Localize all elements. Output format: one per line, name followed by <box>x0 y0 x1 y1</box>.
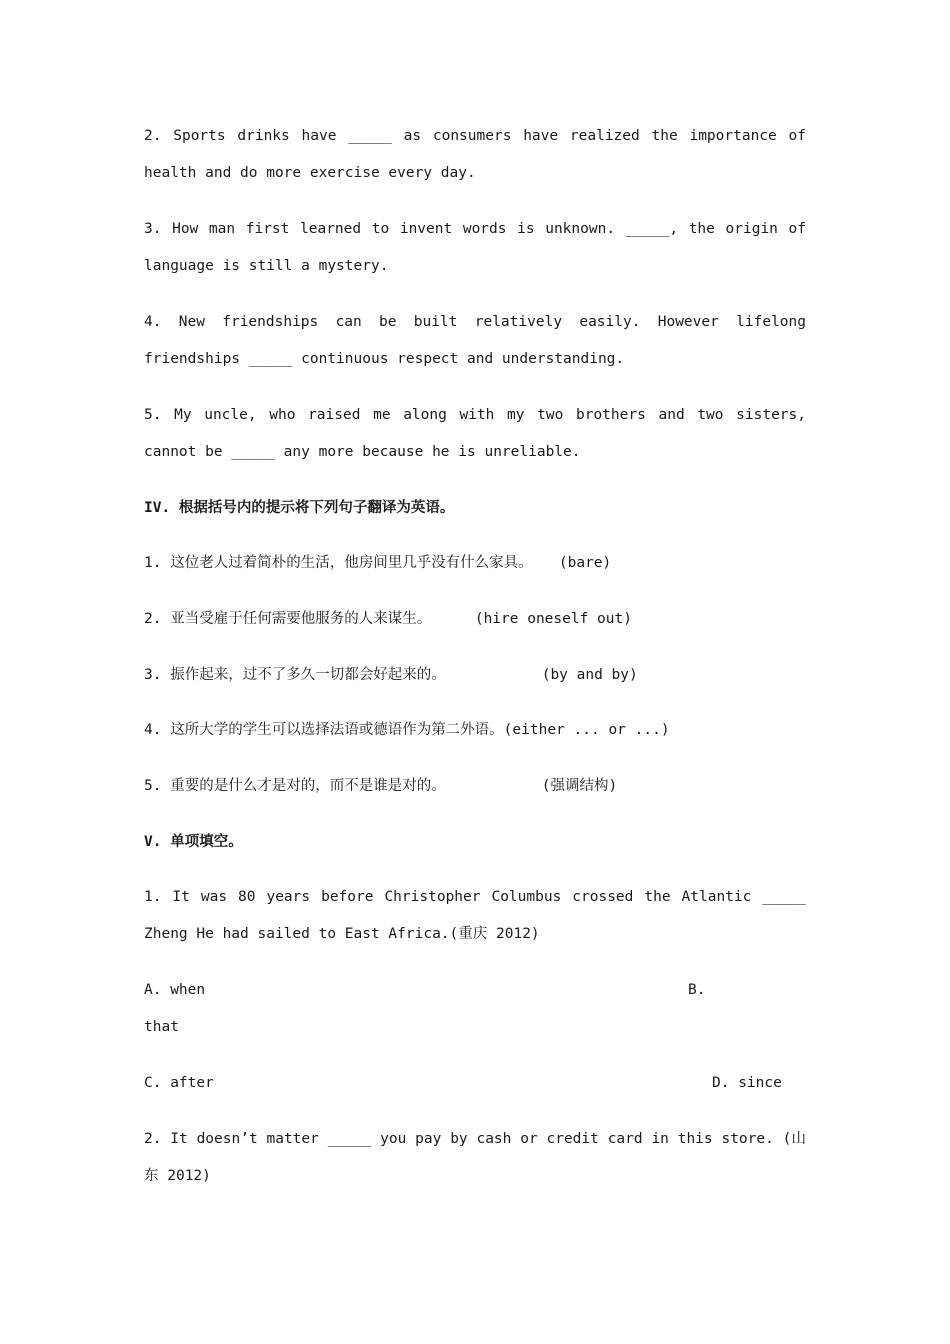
question-3-origin-of-language: 3. How man first learned to invent words is unknown. _____, the origin of language is still a mystery. <box>144 221 806 274</box>
question-5-uncle: 5. My uncle, who raised me along with my two brothers and two sisters, cannot be _____ any more because he is unreliable. <box>144 407 806 460</box>
mc-q1-option-c: C. after <box>144 1075 214 1091</box>
translation-item-5: 5. 重要的是什么才是对的，而不是谁是对的。 (强调结构) <box>144 778 618 794</box>
question-2-sports-drinks: 2. Sports drinks have _____ as consumers have realized the importance of health and do more exercise every day. <box>144 128 806 181</box>
section-4-heading: IV. 根据括号内的提示将下列句子翻译为英语。 <box>144 500 455 516</box>
mc-q1-option-b-text: that <box>144 1019 179 1035</box>
question-4-friendships: 4. New friendships can be built relatively easily. However lifelong friendships _____ continuous respect and understanding. <box>144 314 806 367</box>
mc-q1-option-d: D. since <box>712 1075 782 1091</box>
mc-question-2-stem: 2. It doesn’t matter _____ you pay by cash or credit card in this store. (山东 2012) <box>144 1131 806 1184</box>
translation-item-1: 1. 这位老人过着简朴的生活，他房间里几乎没有什么家具。 (bare) <box>144 555 612 571</box>
section-5-heading: V. 单项填空。 <box>144 834 243 850</box>
translation-item-4: 4. 这所大学的学生可以选择法语或德语作为第二外语。(either ... or ...) <box>144 722 670 738</box>
translation-item-2: 2. 亚当受雇于任何需要他服务的人来谋生。 (hire oneself out) <box>144 611 632 627</box>
translation-item-3: 3. 振作起来，过不了多久一切都会好起来的。 (by and by) <box>144 667 638 683</box>
mc-q1-option-a: A. when <box>144 982 206 998</box>
mc-question-1-stem: 1. It was 80 years before Christopher Columbus crossed the Atlantic _____ Zheng He had sailed to East Africa.(重庆 2012) <box>144 889 806 942</box>
mc-q1-option-b: B. <box>688 982 706 998</box>
